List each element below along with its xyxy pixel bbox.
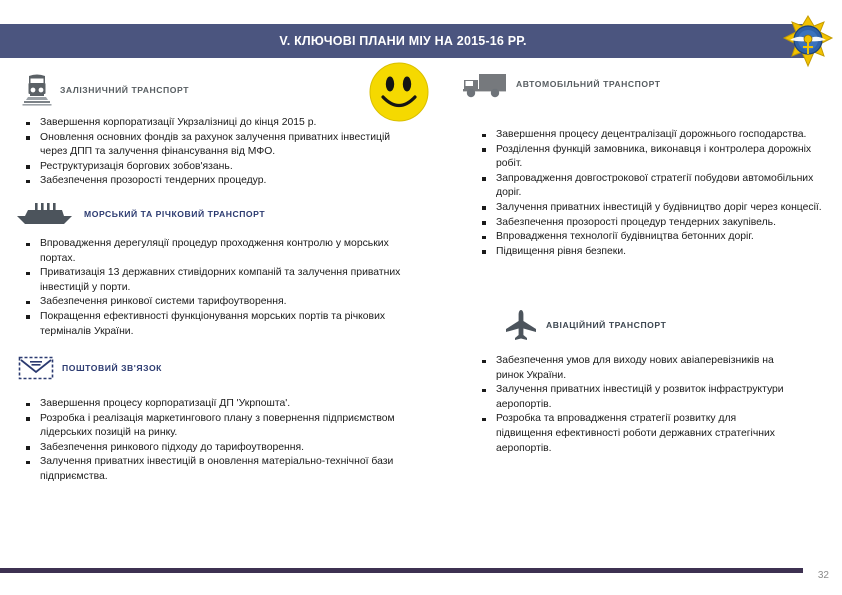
section-header-avia [504,308,666,342]
list-item: Забезпечення ринкового підходу до тарифоутворення. [18,441,422,456]
bullet-list-post [18,397,422,485]
list-item: Залучення приватних інвестицій у будівництво доріг через концесії. [474,201,824,216]
slide-title-bar [0,24,806,58]
list-item: Залучення приватних інвестицій в оновлення матеріально-технічної бази підприємства. [18,455,422,484]
footer-accent-bar [0,568,803,573]
list-item: Запровадження довгострокової стратегії побудови автомобільних доріг. [474,172,824,201]
bullet-list-avia [474,354,794,456]
list-item: Реструктуризація боргових зобов'язань. [18,160,418,175]
list-item: Забезпечення прозоростi тендерних процедур. [18,174,418,189]
list-item: Впровадження технології будівництва бетонних доріг. [474,230,824,245]
list-item: Впровадження дерегуляції процедур проходження контролю у морських портах. [18,237,422,266]
list-item: Приватизація 13 державних стивідорних компаній та залучення приватних інвестицій у порти. [18,266,422,295]
ministry-emblem-icon [782,14,834,70]
list-item: Підвищення рівня безпеки. [474,245,824,260]
list-item: Забезпечення умов для виходу нових авіаперевізників на ринок України. [474,354,794,383]
train-icon [22,74,52,106]
section-label-avia: АВІАЦІЙНИЙ ТРАНСПОРТ [546,320,667,330]
section-header-post [18,356,162,380]
airplane-icon [504,308,538,342]
list-item: Завершення корпоратизації Укрзалізниці до кінця 2015 р. [18,116,418,131]
list-item: Завершення процесу децентралізації дорожнього господарства. [474,128,824,143]
bullet-list-sea [18,237,422,339]
list-item: Завершення процесу корпоратизації ДП 'Укрпошта'. [18,397,422,412]
section-header-rail [22,74,189,106]
list-item: Розробка і реалізація маркетингового плану з повернення підприємством лідерських позицій на ринку. [18,412,422,441]
list-item: Покращення ефективності функціонування морських портів та річкових терміналів України. [18,310,422,339]
truck-icon [462,70,508,98]
list-item: Розділення функцій замовника, виконавця і контролера дорожніх робіт. [474,143,824,172]
list-item: Забезпечення прозоростi процедур тендерних закупівель. [474,216,824,231]
section-header-sea [14,202,265,226]
list-item: Розробка та впровадження стратегії розвитку для підвищення ефективності роботи державних стратегічних аеропортів. [474,412,794,456]
page-number: 32 [817,570,829,581]
list-item: Залучення приватних інвестицій у розвиток інфраструктури аеропортів. [474,383,794,412]
page-title: V. КЛЮЧОВІ ПЛАНИ МІУ НА 2015-16 РР. [279,34,527,48]
list-item: Забезпечення ринкової системи тарифоутворення. [18,295,422,310]
list-item: Оновлення основних фондів за рахунок залучення приватних інвестицій через ДПП та залучення фінансування від МФО. [18,131,418,160]
envelope-icon [18,356,54,380]
section-header-road [462,70,661,98]
section-label-post: ПОШТОВИЙ ЗВ'ЯЗОК [62,363,162,373]
section-label-rail: ЗАЛІЗНИЧНИЙ ТРАНСПОРТ [60,85,189,95]
ship-icon [14,202,76,226]
bullet-list-rail [18,116,418,189]
bullet-list-road [474,128,824,259]
section-label-sea: МОРСЬКИЙ ТА РІЧКОВИЙ ТРАНСПОРТ [84,209,266,219]
section-label-road: АВТОМОБІЛЬНИЙ ТРАНСПОРТ [516,79,661,89]
